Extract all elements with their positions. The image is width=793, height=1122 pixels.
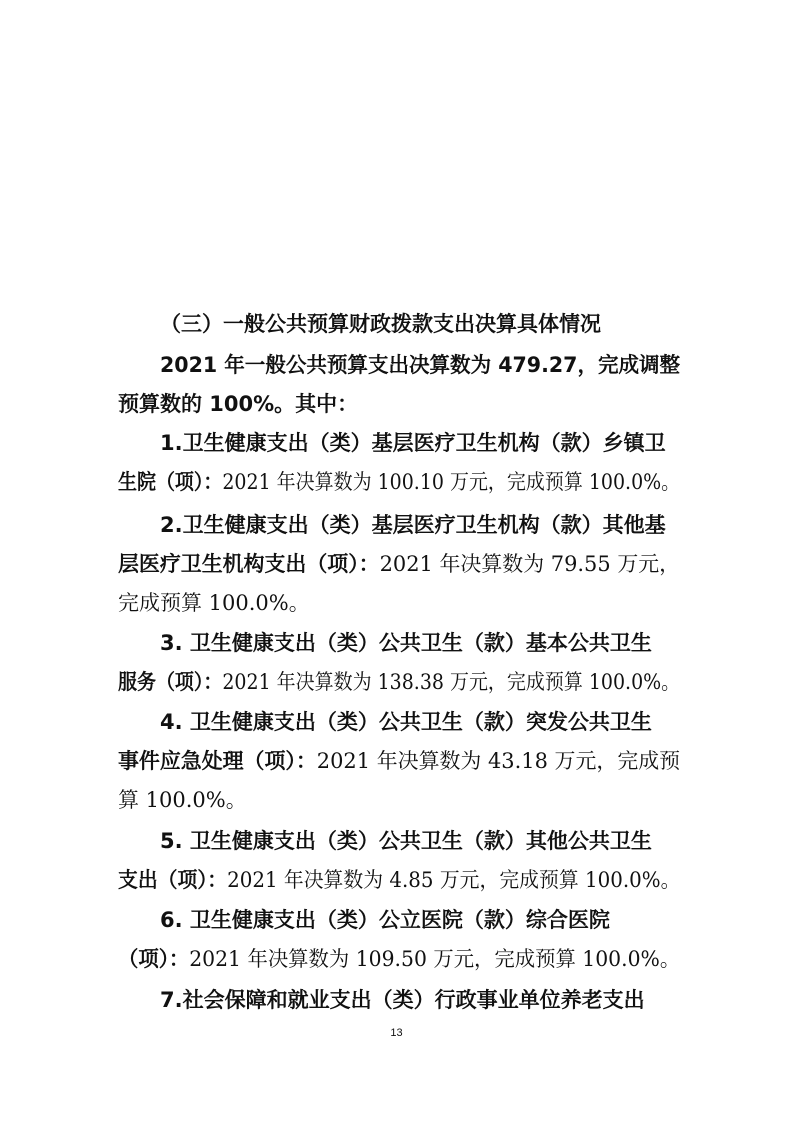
- item-3-label: 服务（项）：: [118, 670, 223, 694]
- item-3-line-2: [118, 667, 680, 697]
- intro-line-2: 预算数的 100%。其中：: [118, 392, 359, 416]
- item-5-value: 2021 年决算数为 4.85 万元，完成预算 100.0%。: [227, 868, 681, 892]
- item-4-line-2: [118, 746, 680, 776]
- item-1-label: 生院（项）：: [118, 470, 223, 494]
- item-4-value: 2021 年决算数为 43.18 万元，完成预: [316, 749, 681, 773]
- item-6-label: （项）：: [118, 947, 190, 971]
- item-4-label: 事件应急处理（项）：: [118, 749, 317, 773]
- intro-line-1: 2021 年一般公共预算支出决算数为 479.27，完成调整: [160, 353, 681, 377]
- item-2-value: 2021 年决算数为 79.55 万元，: [379, 552, 681, 576]
- item-6-value: 2021 年决算数为 109.50 万元，完成预算 100.0%。: [189, 947, 681, 971]
- item-7-line-1: 7.社会保障和就业支出（类）行政事业单位养老支出: [160, 988, 645, 1012]
- item-6-line-1: 6. 卫生健康支出（类）公立医院（款）综合医院: [160, 908, 610, 932]
- item-3-value: 2021 年决算数为 138.38 万元，完成预算 100.0%。: [222, 670, 681, 694]
- item-5-line-1: 5. 卫生健康支出（类）公共卫生（款）其他公共卫生: [160, 829, 652, 853]
- item-1-line-1: 1.卫生健康支出（类）基层医疗卫生机构（款）乡镇卫: [160, 431, 666, 455]
- item-2-label: 层医疗卫生机构支出（项）：: [118, 552, 380, 576]
- item-4-line-1: 4. 卫生健康支出（类）公共卫生（款）突发公共卫生: [160, 710, 652, 734]
- item-1-line-2: [118, 467, 680, 497]
- item-5-line-2: [118, 865, 680, 895]
- item-3-line-1: 3. 卫生健康支出（类）公共卫生（款）基本公共卫生: [160, 631, 652, 655]
- section-heading: （三）一般公共预算财政拨款支出决算具体情况: [160, 312, 601, 336]
- item-5-label: 支出（项）：: [118, 868, 228, 892]
- item-2-line-2: [118, 549, 680, 579]
- item-2-line-3: 完成预算 100.0%。: [118, 591, 310, 615]
- item-2-line-1: 2.卫生健康支出（类）基层医疗卫生机构（款）其他基: [160, 513, 666, 537]
- item-6-line-2: [118, 944, 680, 974]
- item-4-line-3: 算 100.0%。: [118, 788, 247, 812]
- page-number: 13: [390, 1027, 403, 1039]
- item-1-value: 2021 年决算数为 100.10 万元，完成预算 100.0%。: [222, 470, 681, 494]
